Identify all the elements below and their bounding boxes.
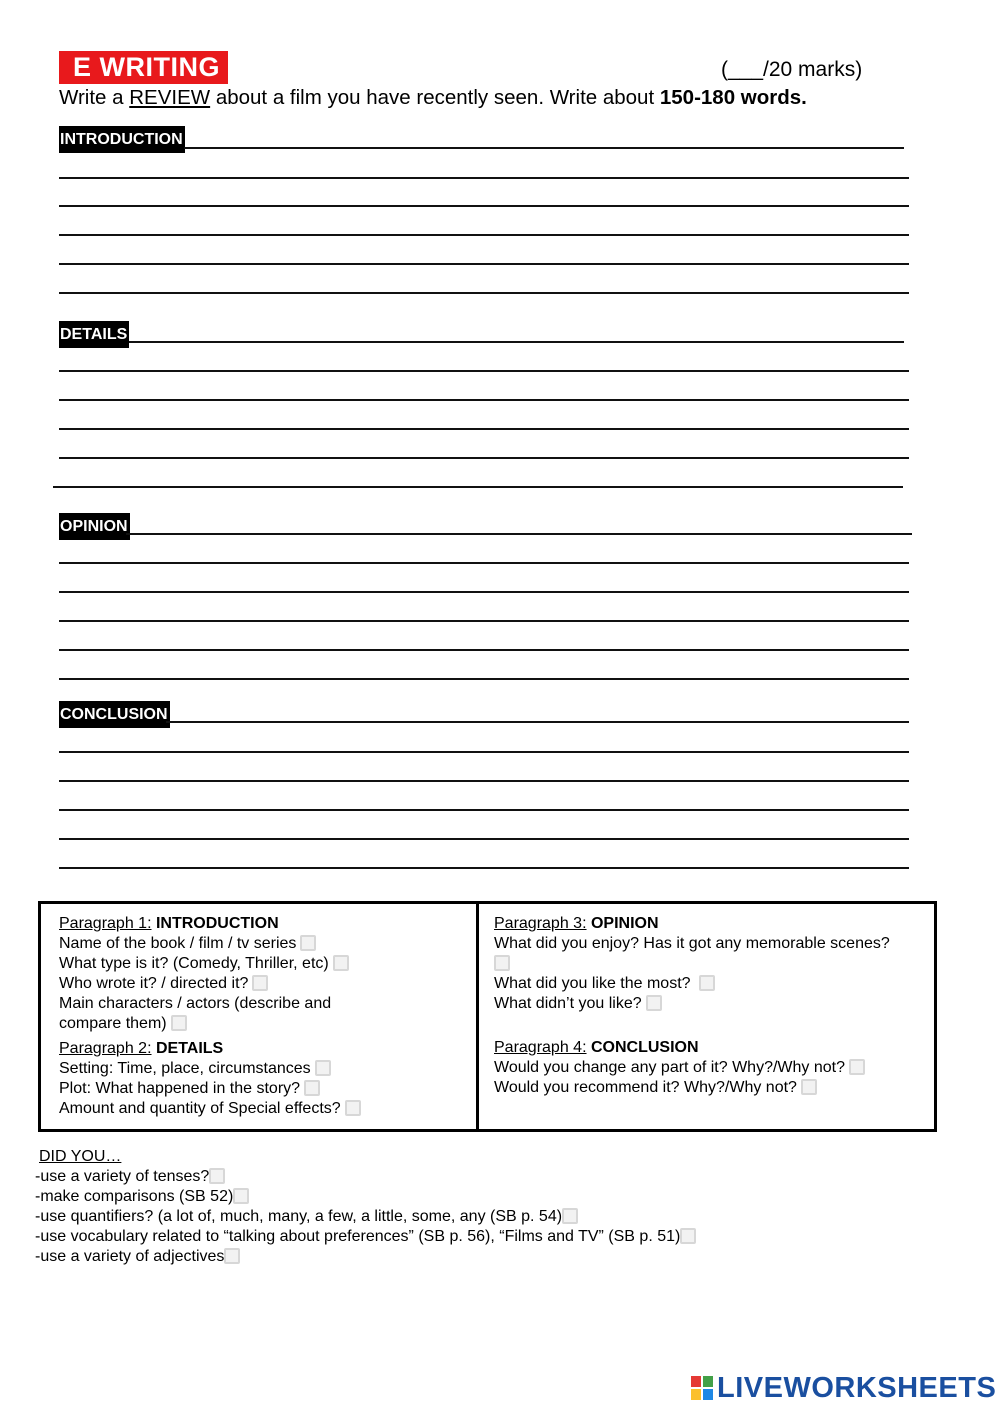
liveworksheets-logo-icon xyxy=(691,1376,713,1400)
checkbox[interactable] xyxy=(680,1228,696,1244)
checkbox[interactable] xyxy=(224,1248,240,1264)
paragraph-guide-box xyxy=(38,901,937,1132)
checkbox[interactable] xyxy=(315,1060,331,1076)
instruction-review-word: REVIEW xyxy=(129,86,211,109)
writing-line[interactable] xyxy=(59,591,909,593)
guide-right-column xyxy=(494,914,926,1098)
checkbox[interactable] xyxy=(233,1188,249,1204)
liveworksheets-logo-text: LIVEWORKSHEETS xyxy=(717,1372,997,1404)
checklist-item: -use a variety of adjectives xyxy=(35,1247,696,1267)
paragraph-4-heading: Paragraph 4: CONCLUSION xyxy=(494,1039,699,1056)
writing-line[interactable] xyxy=(59,177,909,179)
writing-line[interactable] xyxy=(59,562,909,564)
instruction-text-2: about a film you have recently seen. Write about xyxy=(210,86,660,109)
writing-line[interactable] xyxy=(59,457,909,459)
writing-line[interactable] xyxy=(59,867,909,869)
writing-line[interactable] xyxy=(59,751,909,753)
checkbox[interactable] xyxy=(345,1100,361,1116)
introduction-label: INTRODUCTION xyxy=(59,126,185,153)
checkbox[interactable] xyxy=(209,1168,225,1184)
marks-label: (___/20 marks) xyxy=(721,58,863,81)
guide-item: compare them) xyxy=(59,1014,469,1034)
checklist-item: -make comparisons (SB 52) xyxy=(35,1187,696,1207)
checkbox[interactable] xyxy=(252,975,268,991)
checkbox[interactable] xyxy=(849,1059,865,1075)
writing-line[interactable] xyxy=(59,205,909,207)
guide-item: Amount and quantity of Special effects? xyxy=(59,1099,469,1119)
guide-item: What didn’t you like? xyxy=(494,994,926,1014)
guide-item: Who wrote it? / directed it? xyxy=(59,974,469,994)
guide-item: Would you change any part of it? Why?/Why not? xyxy=(494,1058,926,1078)
writing-line[interactable] xyxy=(59,292,909,294)
checklist-item: -use quantifiers? (a lot of, much, many, a few, a little, some, any (SB p. 54) xyxy=(35,1207,696,1227)
paragraph-3-heading: Paragraph 3: OPINION xyxy=(494,915,659,932)
writing-line[interactable] xyxy=(184,147,904,149)
writing-line[interactable] xyxy=(53,486,903,488)
checkbox[interactable] xyxy=(304,1080,320,1096)
guide-item: Plot: What happened in the story? xyxy=(59,1079,469,1099)
writing-line[interactable] xyxy=(59,649,909,651)
did-you-checklist xyxy=(35,1147,696,1267)
checkbox[interactable] xyxy=(494,955,510,971)
checkbox[interactable] xyxy=(562,1208,578,1224)
checklist-heading: DID YOU… xyxy=(39,1148,122,1165)
writing-line[interactable] xyxy=(59,263,909,265)
writing-line[interactable] xyxy=(166,721,909,723)
guide-item: Main characters / actors (describe and xyxy=(59,995,332,1012)
checkbox[interactable] xyxy=(171,1015,187,1031)
guide-item: Would you recommend it? Why?/Why not? xyxy=(494,1078,926,1098)
writing-line[interactable] xyxy=(59,838,909,840)
guide-item: What did you enjoy? Has it got any memorable scenes? xyxy=(494,935,890,952)
details-label: DETAILS xyxy=(59,321,129,348)
checkbox[interactable] xyxy=(801,1079,817,1095)
instruction-text-1: Write a xyxy=(59,86,130,109)
writing-line[interactable] xyxy=(59,428,909,430)
guide-item: What did you like the most? xyxy=(494,974,926,994)
guide-divider xyxy=(476,904,479,1129)
liveworksheets-logo xyxy=(691,1374,996,1402)
paragraph-2-heading: Paragraph 2: DETAILS xyxy=(59,1040,224,1057)
writing-line[interactable] xyxy=(59,234,909,236)
checklist-item: -use a variety of tenses? xyxy=(35,1167,696,1187)
checkbox[interactable] xyxy=(699,975,715,991)
writing-line[interactable] xyxy=(59,399,909,401)
section-title: E WRITING xyxy=(59,51,228,84)
checkbox[interactable] xyxy=(300,935,316,951)
writing-line[interactable] xyxy=(129,341,904,343)
instruction-word-count: 150-180 words. xyxy=(659,86,807,109)
writing-line[interactable] xyxy=(59,370,909,372)
guide-item: Name of the book / film / tv series xyxy=(59,934,469,954)
checklist-item: -use vocabulary related to “talking about preferences” (SB p. 56), “Films and TV” (SB p. 51) xyxy=(35,1227,696,1247)
guide-item xyxy=(494,954,926,974)
writing-line[interactable] xyxy=(59,678,909,680)
checkbox[interactable] xyxy=(333,955,349,971)
guide-item: Setting: Time, place, circumstances xyxy=(59,1059,469,1079)
paragraph-1-heading: Paragraph 1: INTRODUCTION xyxy=(59,915,279,932)
writing-line[interactable] xyxy=(59,620,909,622)
writing-line[interactable] xyxy=(59,780,909,782)
guide-item: What type is it? (Comedy, Thriller, etc) xyxy=(59,954,469,974)
task-instruction xyxy=(59,86,807,110)
opinion-label: OPINION xyxy=(59,513,130,540)
guide-left-column xyxy=(59,914,469,1119)
writing-line[interactable] xyxy=(126,533,912,535)
conclusion-label: CONCLUSION xyxy=(59,701,170,728)
checkbox[interactable] xyxy=(646,995,662,1011)
writing-line[interactable] xyxy=(59,809,909,811)
